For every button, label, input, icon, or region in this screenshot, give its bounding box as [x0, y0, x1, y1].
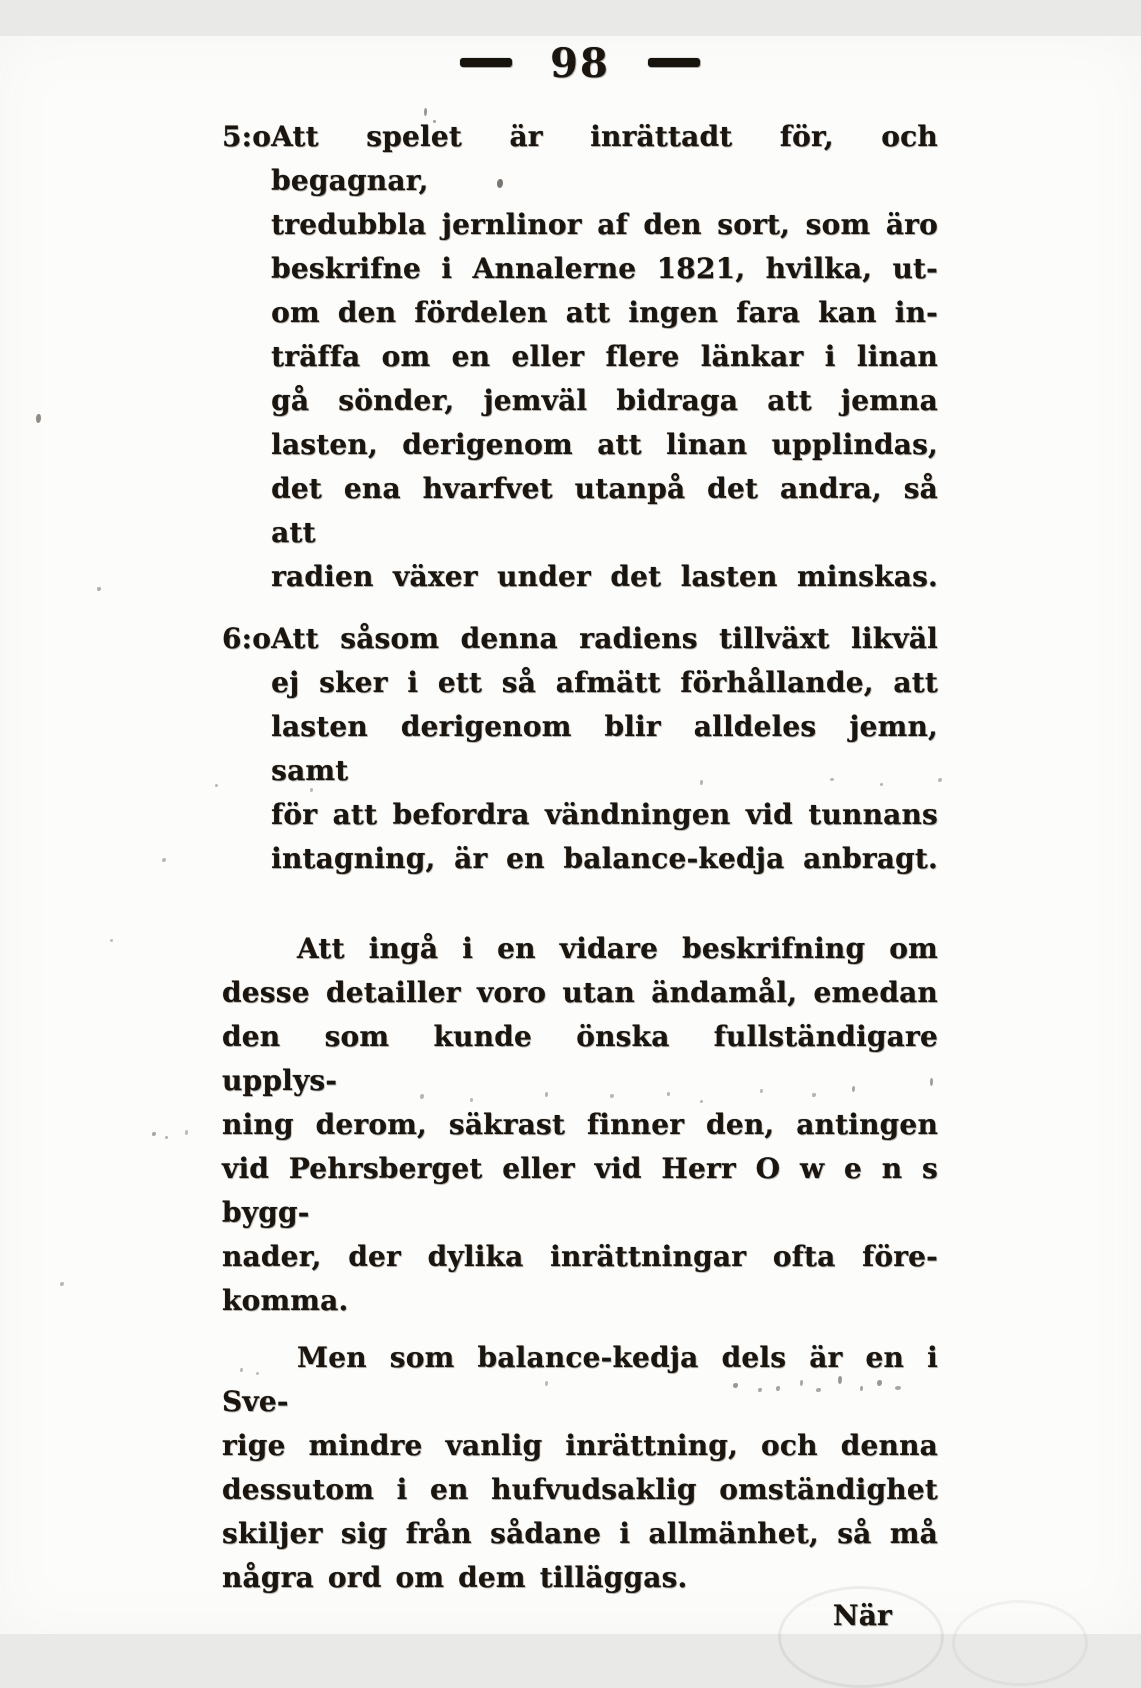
text-line: beskrifne i Annalerne 1821, hvilka, ut- [271, 252, 938, 285]
text-line: tredubbla jernlinor af den sort, som äro [271, 208, 938, 241]
paragraphs [222, 927, 938, 1600]
numbered-item [222, 115, 938, 599]
ink-speck [60, 1282, 64, 1286]
text-line: den som kunde önska fullständigare upplys- [222, 1020, 938, 1097]
text-line: Att såsom denna radiens tillväxt likväl [271, 622, 938, 655]
page-header [222, 36, 938, 88]
text-line: radien växer under det lasten minskas. [271, 560, 938, 593]
ink-speck [36, 414, 41, 423]
item-body [271, 617, 938, 881]
paragraph [222, 927, 938, 1323]
text-line: om den fördelen att ingen fara kan in- [271, 296, 938, 329]
text-line: gå sönder, jemväl bidraga att jemna [271, 384, 938, 417]
ink-speck [215, 784, 218, 787]
page-number: 98 [550, 40, 610, 87]
header-rule-left [460, 58, 512, 67]
text-line: för att befordra vändningen vid tunnans [271, 798, 938, 831]
text-line: dessutom i en hufvudsaklig omständighet [222, 1473, 938, 1506]
numbered-items [222, 115, 938, 881]
text-line: komma. [222, 1284, 349, 1317]
text-line: Att spelet är inrättadt för, och begagnar, [271, 120, 938, 197]
catchword: När [832, 1599, 892, 1632]
text-line: träffa om en eller flere länkar i linan [271, 340, 938, 373]
text-block [222, 115, 938, 1638]
ink-speck [165, 1136, 168, 1139]
book-page-scan [0, 36, 1141, 1634]
text-line: några ord om dem tilläggas. [222, 1561, 688, 1594]
paragraph [222, 1336, 938, 1600]
ink-speck [938, 778, 942, 782]
ink-speck [97, 587, 101, 591]
item-marker: 5:o [222, 120, 272, 153]
ink-speck [110, 939, 113, 942]
text-line: lasten, derigenom att linan upplindas, [271, 428, 938, 461]
text-line: ej sker i ett så afmätt förhållande, att [271, 666, 938, 699]
text-line: intagning, är en balance-kedja anbragt. [271, 842, 938, 875]
scan-artifact-arc [952, 1600, 1088, 1686]
ink-speck [162, 858, 166, 862]
text-line: vid Pehrsberget eller vid Herr O w e n s bygg- [222, 1152, 938, 1229]
text-line: nader, der dylika inrättningar ofta före- [222, 1240, 938, 1273]
header-rule-right [648, 58, 700, 67]
ink-speck [152, 1132, 156, 1136]
ink-speck [185, 1130, 188, 1135]
text-line: det ena hvarfvet utanpå det andra, så att [271, 472, 938, 549]
text-line: Men som balance-kedja dels är en i Sve- [222, 1341, 938, 1418]
text-line: Att ingå i en vidare beskrifning om [297, 932, 938, 965]
text-line: ning derom, säkrast finner den, antingen [222, 1108, 938, 1141]
numbered-item [222, 617, 938, 881]
text-line: lasten derigenom blir alldeles jemn, samt [271, 710, 938, 787]
catchword-row [222, 1594, 938, 1638]
text-line: desse detailler voro utan ändamål, emedan [222, 976, 938, 1009]
item-body [271, 115, 938, 599]
text-line: skiljer sig från sådane i allmänhet, så må [222, 1517, 938, 1550]
text-line: rige mindre vanlig inrättning, och denna [222, 1429, 938, 1462]
item-marker: 6:o [222, 622, 272, 655]
